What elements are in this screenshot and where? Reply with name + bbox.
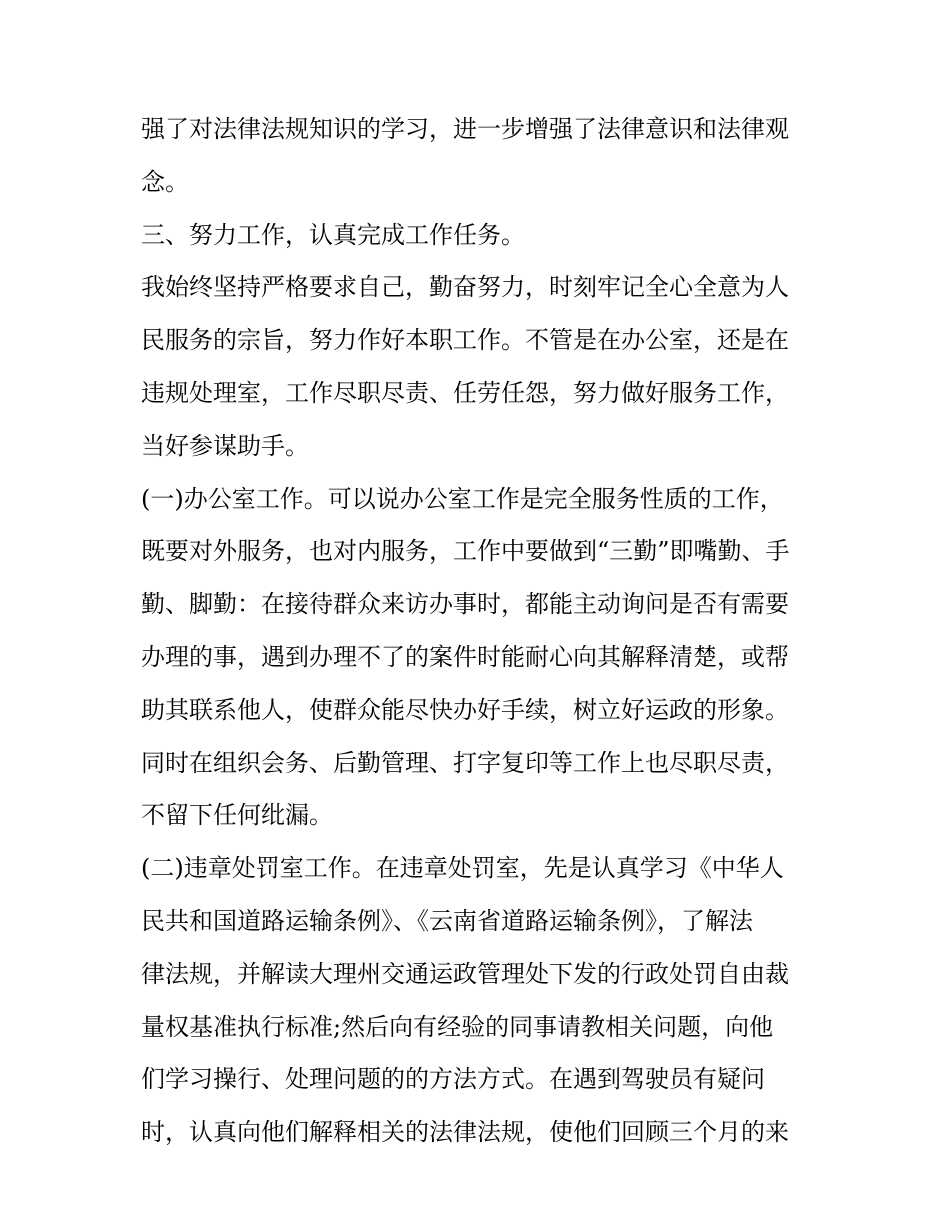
subsection-line: (一)办公室工作。可以说办公室工作是完全服务性质的工作， <box>141 484 784 513</box>
subsection-line: (二)违章处罚室工作。在违章处罚室，先是认真学习《中华人 <box>141 854 784 883</box>
text-line: 助其联系他人，使群众能尽快办好手续，树立好运政的形象。 <box>141 695 789 724</box>
text-line: 不留下任何纰漏。 <box>141 801 333 830</box>
text-line: 们学习操行、处理问题的的方法方式。在遇到驾驶员有疑问 <box>141 1065 765 1094</box>
text-line: 当好参谋助手。 <box>141 431 309 460</box>
text-line: 念。 <box>141 167 189 196</box>
text-line: 强了对法律法规知识的学习，进一步增强了法律意识和法律观 <box>141 115 789 143</box>
text-line: 民共和国道路运输条例》、《云南省道路运输条例》，了解法 <box>141 906 753 935</box>
text-line: 我始终坚持严格要求自己，勤奋努力，时刻牢记全心全意为人 <box>141 273 789 302</box>
text-line: 律法规，并解读大理州交通运政管理处下发的行政处罚自由裁 <box>141 959 789 988</box>
text-line: 既要对外服务，也对内服务，工作中要做到“三勤”即嘴勤、手 <box>141 537 790 566</box>
text-line: 同时在组织会务、后勤管理、打字复印等工作上也尽职尽责， <box>141 748 789 777</box>
body-text <box>141 103 821 1159</box>
text-line: 办理的事，遇到办理不了的案件时能耐心向其解释清楚，或帮 <box>141 642 789 671</box>
text-line: 勤、脚勤：在接待群众来访办事时，都能主动询问是否有需要 <box>141 590 789 619</box>
text-line: 时，认真向他们解释相关的法律法规，使他们回顾三个月的来 <box>141 1118 789 1147</box>
text-line: 量权基准执行标准;然后向有经验的同事请教相关问题，向他 <box>141 1012 774 1041</box>
section-heading: 三、努力工作，认真完成工作任务。 <box>141 220 525 249</box>
text-line: 民服务的宗旨，努力作好本职工作。不管是在办公室，还是在 <box>141 326 789 355</box>
text-line: 违规处理室，工作尽职尽责、任劳任怨，努力做好服务工作， <box>141 378 789 407</box>
